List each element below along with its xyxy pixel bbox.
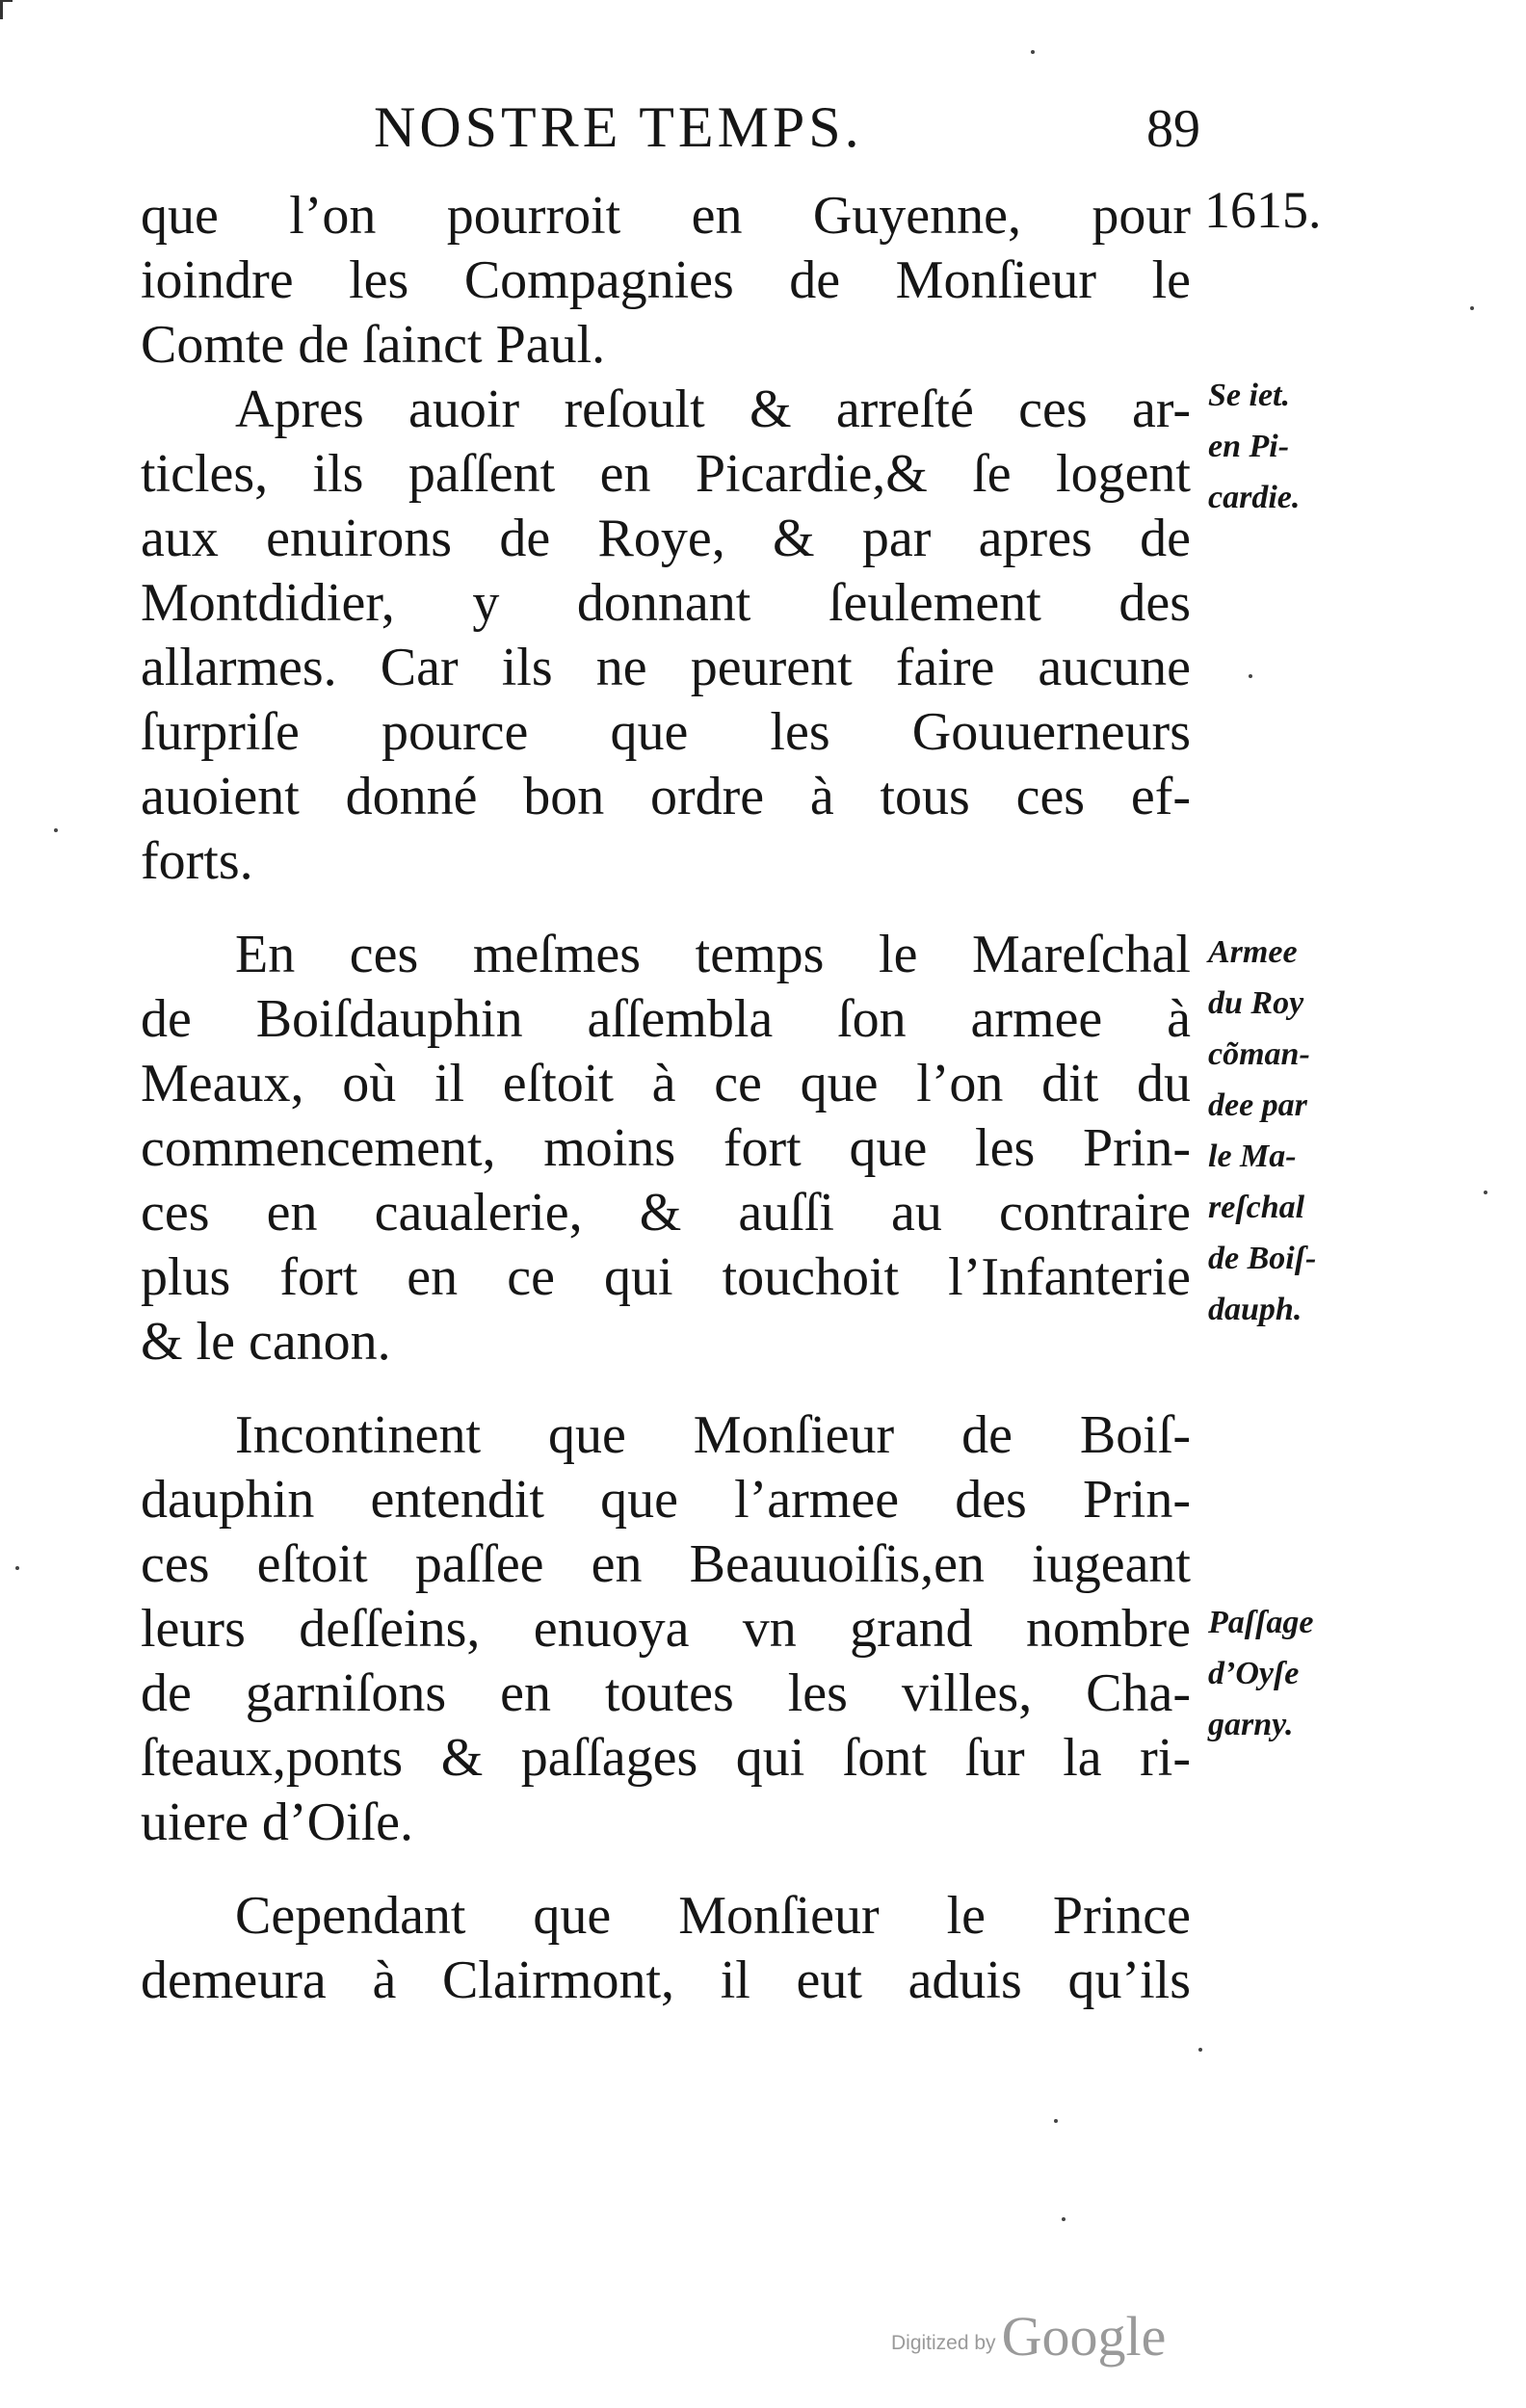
text-line: forts. [141,831,253,891]
text-line: En ces meſmes temps le Mareſchal [235,925,1191,984]
margin-note-line: de Boiſ- [1208,1241,1317,1276]
text-line: plus fort en ce qui touchoit l’Infanterie [141,1247,1191,1307]
ink-speck [1249,674,1252,678]
running-header: NOSTRE TEMPS. [374,95,863,159]
text-line: Incontinent que Monſieur de Boiſ- [235,1405,1191,1465]
digitized-by-google-watermark [891,2304,1166,2369]
margin-year: 1615. [1204,181,1322,239]
text-line: ſurpriſe pource que les Gouuerneurs [141,702,1191,762]
margin-note-line: cardie. [1208,480,1301,515]
margin-note-line: dauph. [1208,1292,1302,1327]
margin-note-line: Armee [1208,934,1298,970]
page-edge-mark [0,0,13,19]
margin-note-passage [1208,1597,1314,1750]
text-line: de garniſons en toutes les villes, Cha- [141,1663,1191,1723]
margin-note-line: en Pi- [1208,429,1290,464]
margin-note-line: Se iet. [1208,378,1290,413]
text-line: uiere d’Oiſe. [141,1793,413,1852]
text-line: & le canon. [141,1312,391,1372]
ink-speck [15,1566,19,1570]
ink-speck [1062,2217,1066,2221]
ink-speck [1054,2119,1058,2123]
margin-note-line: du Roy [1208,985,1304,1021]
text-line: ſteaux,ponts & paſſages qui ſont ſur la ri- [141,1728,1191,1788]
margin-note-line: d’Oyſe [1208,1656,1300,1691]
ink-speck [1031,50,1035,54]
text-line: Meaux, où il eſtoit à ce que l’on dit du [141,1054,1191,1113]
text-line: de Boiſdauphin aſſembla ſon armee à [141,989,1191,1049]
text-line: demeura à Clairmont, il eut aduis qu’ils [141,1950,1191,2010]
text-line: leurs deſſeins, enuoya vn grand nombre [141,1599,1191,1659]
text-line: auoient donné bon ordre à tous ces ef- [141,767,1191,826]
margin-note-line: cõman- [1208,1036,1310,1072]
text-line: ticles, ils paſſent en Picardie,& ſe logent [141,444,1191,504]
text-line: commencement, moins fort que les Prin- [141,1118,1191,1178]
margin-note-line: le Ma- [1208,1139,1297,1174]
margin-note-line: garny. [1208,1707,1294,1742]
margin-note-line: dee par [1208,1087,1307,1123]
text-line: Montdidier, y donnant ſeulement des [141,573,1191,633]
text-line: Comte de ſainct Paul. [141,315,606,375]
text-line: dauphin entendit que l’armee des Prin- [141,1470,1191,1530]
text-line: allarmes. Car ils ne peurent faire aucune [141,638,1191,697]
google-logo: Google [1001,2305,1167,2368]
margin-note-line: Paſſage [1208,1605,1314,1640]
text-line: Cependant que Monſieur le Prince [235,1886,1191,1946]
page-number: 89 [1146,99,1200,159]
text-line: ioindre les Compagnies de Monſieur le [141,250,1191,310]
text-line: que l’on pourroit en Guyenne, pour [141,186,1191,246]
margin-note-armee [1208,927,1316,1335]
text-line: ces en caualerie, & auſſi au contraire [141,1183,1191,1243]
ink-speck [54,828,58,832]
text-line: aux enuirons de Roye, & par apres de [141,509,1191,568]
watermark-prefix: Digitized by [891,2332,996,2354]
text-line: Apres auoir reſoult & arreſté ces ar- [235,380,1191,439]
ink-speck [1470,306,1474,310]
text-line: ces eſtoit paſſee en Beauuoiſis,en iugeant [141,1534,1191,1594]
margin-note-se-iet [1208,370,1300,523]
margin-note-line: reſchal [1208,1190,1305,1225]
ink-speck [1484,1191,1487,1194]
ink-speck [1198,2048,1202,2052]
